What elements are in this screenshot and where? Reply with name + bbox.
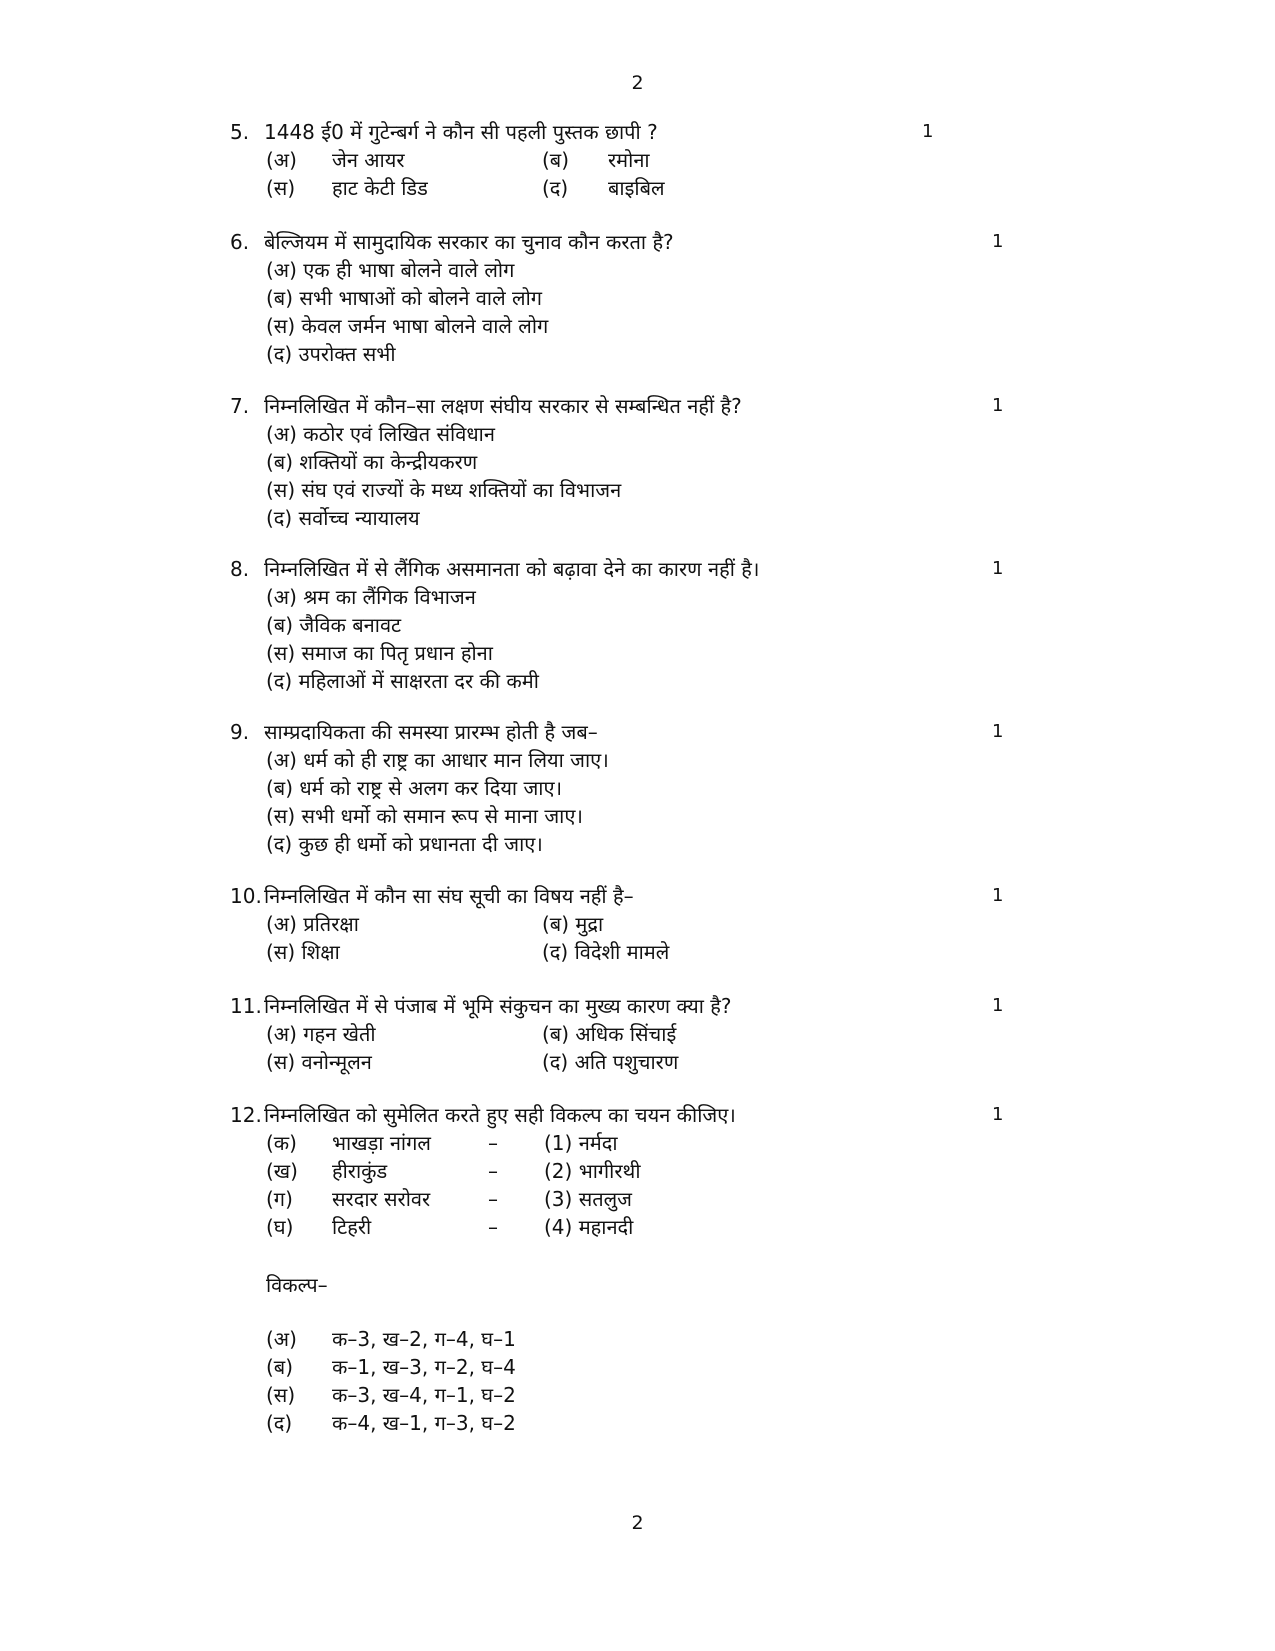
match-river: (4) महानदी (544, 1215, 634, 1239)
question-marks: 1 (922, 121, 934, 142)
option: (ब) शक्तियों का केन्द्रीयकरण (266, 450, 478, 474)
option: (द) विदेशी मामले (542, 940, 670, 964)
option: (द) महिलाओं में साक्षरता दर की कमी (266, 669, 539, 693)
option-label: (ब) (542, 148, 570, 172)
option-row (230, 910, 1050, 938)
match-river: (3) सतलुज (544, 1187, 633, 1211)
match-row (230, 1185, 1050, 1213)
question-text: निम्नलिखित में कौन–सा लक्षण संघीय सरकार से सम्बन्धित नहीं है? (264, 394, 742, 418)
choice-text: क–4, ख–1, ग–3, घ–2 (332, 1411, 516, 1435)
question-text: निम्नलिखित में से लैंगिक असमानता को बढ़ावा देने का कारण नहीं है। (264, 557, 760, 581)
option: (अ) एक ही भाषा बोलने वाले लोग (266, 258, 515, 282)
question-8 (230, 555, 1050, 695)
question-text: निम्नलिखित को सुमेलित करते हुए सही विकल्प का चयन कीजिए। (264, 1103, 736, 1127)
question-12 (230, 1101, 1050, 1437)
choice-label: (स) (266, 1383, 296, 1407)
question-11 (230, 992, 1050, 1076)
option-label: (स) (266, 176, 296, 200)
option: (ब) मुद्रा (542, 912, 604, 936)
option: (स) समाज का पितृ प्रधान होना (266, 641, 493, 665)
option-text: बाइबिल (608, 176, 665, 200)
option-row (230, 174, 1050, 202)
choice-label: (ब) (266, 1355, 294, 1379)
choice-row (230, 1381, 1050, 1409)
choice-text: क–3, ख–4, ग–1, घ–2 (332, 1383, 516, 1407)
match-item: सरदार सरोवर (332, 1187, 431, 1211)
match-item: टिहरी (332, 1215, 372, 1239)
question-text: साम्प्रदायिकता की समस्या प्रारम्भ होती है जब– (264, 720, 598, 744)
match-dash: – (488, 1159, 498, 1183)
question-text: 1448 ई0 में गुटेन्बर्ग ने कौन सी पहली पुस्तक छापी ? (264, 120, 658, 144)
page-number-top: 2 (631, 72, 644, 94)
match-row (230, 1129, 1050, 1157)
match-river: (1) नर्मदा (544, 1131, 618, 1155)
option-text: जेन आयर (332, 148, 405, 172)
option: (द) कुछ ही धर्मो को प्रधानता दी जाए। (266, 832, 543, 856)
choice-row (230, 1409, 1050, 1437)
match-dash: – (488, 1131, 498, 1155)
option: (स) शिक्षा (266, 940, 340, 964)
question-number: 6. (230, 230, 250, 254)
match-row (230, 1213, 1050, 1241)
match-dash: – (488, 1187, 498, 1211)
option: (ब) अधिक सिंचाई (542, 1022, 677, 1046)
option: (स) संघ एवं राज्यों के मध्य शक्तियों का विभाजन (266, 478, 622, 502)
match-label: (ख) (266, 1159, 298, 1183)
match-label: (क) (266, 1131, 297, 1155)
option: (ब) जैविक बनावट (266, 613, 402, 637)
question-10 (230, 882, 1050, 966)
option: (स) केवल जर्मन भाषा बोलने वाले लोग (266, 314, 549, 338)
match-item: भाखड़ा नांगल (332, 1131, 431, 1155)
match-label: (घ) (266, 1215, 294, 1239)
option: (अ) श्रम का लैंगिक विभाजन (266, 585, 476, 609)
match-dash: – (488, 1215, 498, 1239)
option: (स) वनोन्मूलन (266, 1050, 372, 1074)
option-text: हाट केटी डिड (332, 176, 428, 200)
question-text: बेल्जियम में सामुदायिक सरकार का चुनाव कौन करता है? (264, 230, 674, 254)
question-text: निम्नलिखित में से पंजाब में भूमि संकुचन का मुख्य कारण क्या है? (264, 994, 732, 1018)
choice-text: क–3, ख–2, ग–4, घ–1 (332, 1327, 516, 1351)
option: (द) उपरोक्त सभी (266, 342, 396, 366)
option: (स) सभी धर्मो को समान रूप से माना जाए। (266, 804, 583, 828)
question-marks: 1 (992, 395, 1004, 416)
match-item: हीराकुंड (332, 1159, 388, 1183)
question-9 (230, 718, 1050, 858)
question-5 (230, 118, 1050, 202)
question-number: 10. (230, 884, 262, 908)
choice-row (230, 1353, 1050, 1381)
question-number: 5. (230, 120, 250, 144)
option-row (230, 938, 1050, 966)
match-row (230, 1157, 1050, 1185)
choice-label: (अ) (266, 1327, 297, 1351)
question-marks: 1 (992, 1104, 1004, 1125)
option: (अ) प्रतिरक्षा (266, 912, 359, 936)
match-river: (2) भागीरथी (544, 1159, 641, 1183)
question-number: 12. (230, 1103, 262, 1127)
question-number: 11. (230, 994, 262, 1018)
question-7 (230, 392, 1050, 532)
option: (द) अति पशुचारण (542, 1050, 679, 1074)
question-marks: 1 (992, 885, 1004, 906)
question-number: 8. (230, 557, 250, 581)
option-label: (अ) (266, 148, 297, 172)
choices-heading: विकल्प– (266, 1273, 328, 1297)
page-number-bottom: 2 (631, 1512, 644, 1534)
question-marks: 1 (992, 231, 1004, 252)
option: (अ) गहन खेती (266, 1022, 376, 1046)
question-text: निम्नलिखित में कौन सा संघ सूची का विषय नहीं है– (264, 884, 634, 908)
option: (ब) धर्म को राष्ट्र से अलग कर दिया जाए। (266, 776, 563, 800)
option-label: (द) (542, 176, 569, 200)
option: (ब) सभी भाषाओं को बोलने वाले लोग (266, 286, 543, 310)
match-label: (ग) (266, 1187, 293, 1211)
option: (अ) कठोर एवं लिखित संविधान (266, 422, 495, 446)
option-row (230, 146, 1050, 174)
question-6 (230, 228, 1050, 368)
question-marks: 1 (992, 558, 1004, 579)
option-row (230, 1020, 1050, 1048)
question-marks: 1 (992, 995, 1004, 1016)
choice-text: क–1, ख–3, ग–2, घ–4 (332, 1355, 516, 1379)
choice-row (230, 1325, 1050, 1353)
option-text: रमोना (608, 148, 650, 172)
question-marks: 1 (992, 721, 1004, 742)
question-number: 9. (230, 720, 250, 744)
question-number: 7. (230, 394, 250, 418)
choice-label: (द) (266, 1411, 293, 1435)
option-row (230, 1048, 1050, 1076)
option: (द) सर्वोच्च न्यायालय (266, 506, 420, 530)
option: (अ) धर्म को ही राष्ट्र का आधार मान लिया जाए। (266, 748, 609, 772)
